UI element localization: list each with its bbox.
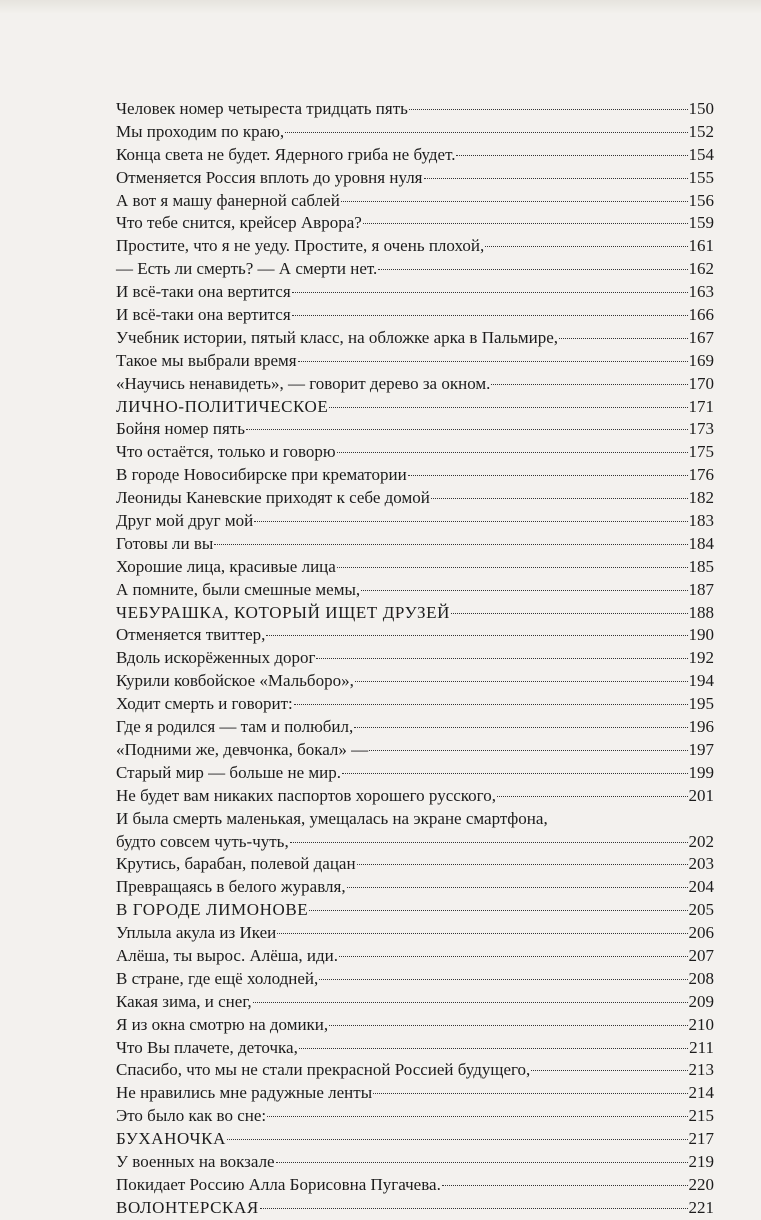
toc-entry-title: Какая зима, и снег, [116,991,252,1011]
toc-entry-row [116,968,714,991]
dot-leader [294,704,688,705]
toc-entry-title: Учебник истории, пятый класс, на обложке арка в Пальмире, [116,327,559,347]
toc-page-number: 170 [688,373,714,393]
toc-page-number: 196 [688,717,714,737]
toc-entry-title: «Научись ненавидеть», — говорит дерево за окном. [116,373,491,393]
toc-entry-title: И всё-таки она вертится [116,282,291,302]
toc-entry-title: Я из окна смотрю на домики, [116,1014,329,1034]
toc-entry-title: И всё-таки она вертится [116,305,291,325]
dot-leader [214,544,687,545]
toc-entry-row [116,762,714,785]
toc-page-number: 215 [688,1106,714,1126]
dot-leader [267,1116,687,1117]
toc-entry-row [116,464,714,487]
toc-section-row [116,1128,714,1151]
dot-leader [378,269,687,270]
toc-entry-row [116,853,714,876]
toc-page-number: 204 [688,877,714,897]
toc-entry-row [116,212,714,235]
toc-page-number: 163 [688,282,714,302]
toc-entry-title: Готовы ли вы [116,533,214,553]
toc-entry-title: Друг мой друг мой [116,511,254,531]
toc-entry-title: Курили ковбойское «Мальборо», [116,671,354,691]
toc-entry-row [116,1105,714,1128]
dot-leader [277,933,687,934]
dot-leader [559,338,687,339]
toc-entry-row [116,487,714,510]
toc-entry-row [116,167,714,190]
toc-entry-title: Где я родился — там и полюбил, [116,717,354,737]
toc-entry-row [116,991,714,1014]
toc-page-number: 159 [688,213,714,233]
toc-entry-row [116,258,714,281]
dot-leader [337,452,688,453]
page-edge [0,0,761,14]
toc-page-number: 175 [688,442,714,462]
toc-page-number: 208 [688,968,714,988]
toc-page-number: 169 [688,350,714,370]
dot-leader [531,1070,687,1071]
toc-entry-row [116,510,714,533]
toc-entry-row [116,281,714,304]
toc-page-number: 213 [688,1060,714,1080]
toc-page-number: 219 [688,1151,714,1171]
toc-entry-title: Превращаясь в белого журавля, [116,877,346,897]
dot-leader [285,132,687,133]
dot-leader [319,979,687,980]
toc-entry-row [116,693,714,716]
toc-entry-title: А вот я машу фанерной саблей [116,190,340,210]
dot-leader [355,681,688,682]
toc-entry-title: Что тебе снится, крейсер Аврора? [116,213,362,233]
toc-section-row [116,602,714,625]
toc-entry-row [116,831,714,854]
toc-entry-row [116,350,714,373]
table-of-contents [116,98,714,1220]
toc-entry-row [116,1037,714,1060]
dot-leader [485,246,687,247]
toc-entry-row [116,716,714,739]
dot-leader [253,1002,688,1003]
toc-section-row [116,899,714,922]
dot-leader [316,658,687,659]
toc-entry-row [116,945,714,968]
dot-leader [424,178,688,179]
toc-entry-row [116,647,714,670]
toc-entry-row [116,624,714,647]
toc-entry-title: «Подними же, девчонка, бокал» — [116,739,369,759]
toc-entry-title: Алёша, ты вырос. Алёша, иди. [116,945,338,965]
toc-entry-title: Простите, что я не уеду. Простите, я очень плохой, [116,236,485,256]
toc-entry-row [116,785,714,808]
toc-page-number: 150 [688,99,714,118]
toc-entry-row [116,1014,714,1037]
toc-entry-title: Конца света не будет. Ядерного гриба не будет. [116,144,456,164]
toc-page-number: 194 [688,671,714,691]
toc-section-title: ЧЕБУРАШКА, КОТОРЫЙ ИЩЕТ ДРУЗЕЙ [116,602,450,622]
toc-entry-title: Такое мы выбрали время [116,350,297,370]
toc-page-number: 185 [688,556,714,576]
toc-entry-row [116,1151,714,1174]
toc-page-number: 156 [688,190,714,210]
dot-leader [357,864,688,865]
dot-leader [260,1208,688,1209]
toc-page-number: 184 [688,533,714,553]
toc-entry-row [116,876,714,899]
toc-entry-title: Что остаётся, только и говорю [116,442,336,462]
toc-entry-row [116,235,714,258]
toc-entry-row [116,670,714,693]
dot-leader [246,429,688,430]
toc-page-number: 207 [688,945,714,965]
dot-leader [354,727,687,728]
dot-leader [266,635,687,636]
toc-section-title: ВОЛОНТЕРСКАЯ [116,1197,259,1217]
dot-leader [491,384,687,385]
dot-leader [409,109,688,110]
dot-leader [408,475,688,476]
toc-page-number: 209 [688,991,714,1011]
toc-entry-title: Старый мир — больше не мир. [116,762,341,782]
toc-entry-title: Покидает Россию Алла Борисовна Пугачева. [116,1174,441,1194]
toc-entry-row [116,1059,714,1082]
dot-leader [337,567,688,568]
toc-entry-row [116,98,714,121]
dot-leader [227,1139,688,1140]
dot-leader [363,223,688,224]
toc-entry-row [116,1082,714,1105]
toc-page-number: 197 [688,739,714,759]
toc-page-number: 210 [688,1014,714,1034]
toc-entry-row [116,808,714,831]
toc-page-number: 214 [688,1083,714,1103]
toc-entry-title: Человек номер четыреста тридцать пять [116,99,408,118]
toc-page-number: 183 [688,511,714,531]
dot-leader [339,956,688,957]
toc-entry-title: И была смерть маленькая, умещалась на экране смартфона, [116,808,548,828]
toc-entry-title: Не нравились мне радужные ленты [116,1083,373,1103]
dot-leader [292,315,688,316]
toc-page-number: 192 [688,648,714,668]
toc-entry-row [116,327,714,350]
toc-entry-title: Что Вы плачете, деточка, [116,1037,298,1057]
dot-leader [299,1048,688,1049]
toc-page-number: 154 [688,144,714,164]
toc-page-number: 190 [688,625,714,645]
toc-page-number: 220 [688,1174,714,1194]
toc-entry-title: В стране, где ещё холодней, [116,968,319,988]
dot-leader [373,1093,687,1094]
dot-leader [276,1162,688,1163]
toc-entry-title: В городе Новосибирске при крематории [116,465,407,485]
toc-page-number: 195 [688,694,714,714]
dot-leader [497,796,688,797]
dot-leader [254,521,687,522]
toc-entry-title: будто совсем чуть-чуть, [116,831,289,851]
dot-leader [369,750,687,751]
toc-entry-title: Это было как во сне: [116,1106,267,1126]
toc-page-number: 182 [688,488,714,508]
toc-page-number: 201 [688,785,714,805]
toc-entry-title: Отменяется Россия вплоть до уровня нуля [116,167,423,187]
toc-entry-row [116,556,714,579]
toc-page-number: 176 [688,465,714,485]
toc-entry-row [116,144,714,167]
dot-leader [342,773,688,774]
toc-section-row [116,396,714,419]
toc-entry-row [116,304,714,327]
dot-leader [347,887,688,888]
toc-page-number: 211 [689,1037,714,1057]
toc-page-number: 173 [688,419,714,439]
toc-entry-row [116,190,714,213]
toc-entry-title: А помните, были смешные мемы, [116,579,361,599]
toc-entry-row [116,121,714,144]
toc-page-number: 188 [688,602,714,622]
dot-leader [456,155,687,156]
toc-entry-title: Уплыла акула из Икеи [116,923,277,943]
toc-entry-row [116,922,714,945]
toc-section-title: ЛИЧНО-ПОЛИТИЧЕСКОЕ [116,396,329,416]
toc-section-row [116,1197,714,1220]
toc-page-number: 205 [688,900,714,920]
toc-page-number: 206 [688,923,714,943]
dot-leader [298,361,688,362]
toc-entry-row [116,739,714,762]
dot-leader [290,842,688,843]
toc-entry-title: Хорошие лица, красивые лица [116,556,336,576]
toc-page-number: 171 [688,396,714,416]
toc-entry-title: Мы проходим по краю, [116,121,285,141]
toc-entry-title: Не будет вам никаких паспортов хорошего русского, [116,785,496,805]
toc-entry-title: Вдоль искорёженных дорог [116,648,316,668]
toc-entry-title: Отменяется твиттер, [116,625,266,645]
toc-page-number: 166 [688,305,714,325]
toc-entry-row [116,1174,714,1197]
toc-entry-title: Крутись, барабан, полевой дацан [116,854,356,874]
dot-leader [329,407,687,408]
toc-entry-title: Леониды Каневские приходят к себе домой [116,488,430,508]
toc-page-number: 217 [688,1129,714,1149]
dot-leader [341,201,688,202]
toc-section-title: БУХАНОЧКА [116,1129,226,1149]
toc-entry-title: У военных на вокзале [116,1151,275,1171]
toc-page-number: 155 [688,167,714,187]
toc-page-number: 221 [688,1197,714,1217]
toc-entry-title: Спасибо, что мы не стали прекрасной Россией будущего, [116,1060,531,1080]
dot-leader [442,1185,688,1186]
toc-entry-title: — Есть ли смерть? — А смерти нет. [116,259,378,279]
toc-page-number: 187 [688,579,714,599]
toc-section-title: В ГОРОДЕ ЛИМОНОВЕ [116,900,309,920]
toc-page-number: 162 [688,259,714,279]
toc-page-number: 161 [688,236,714,256]
dot-leader [361,590,687,591]
dot-leader [431,498,688,499]
toc-entry-row [116,579,714,602]
toc-page-number: 203 [688,854,714,874]
toc-entry-title: Ходит смерть и говорит: [116,694,293,714]
toc-entry-row [116,418,714,441]
dot-leader [309,910,687,911]
toc-entry-row [116,373,714,396]
toc-page-number: 202 [688,831,714,851]
toc-entry-title: Бойня номер пять [116,419,245,439]
toc-entry-row [116,441,714,464]
dot-leader [329,1025,687,1026]
toc-page-number: 167 [688,327,714,347]
toc-entry-row [116,533,714,556]
toc-page-number: 152 [688,121,714,141]
toc-page-number: 199 [688,762,714,782]
dot-leader [292,292,688,293]
dot-leader [451,613,688,614]
